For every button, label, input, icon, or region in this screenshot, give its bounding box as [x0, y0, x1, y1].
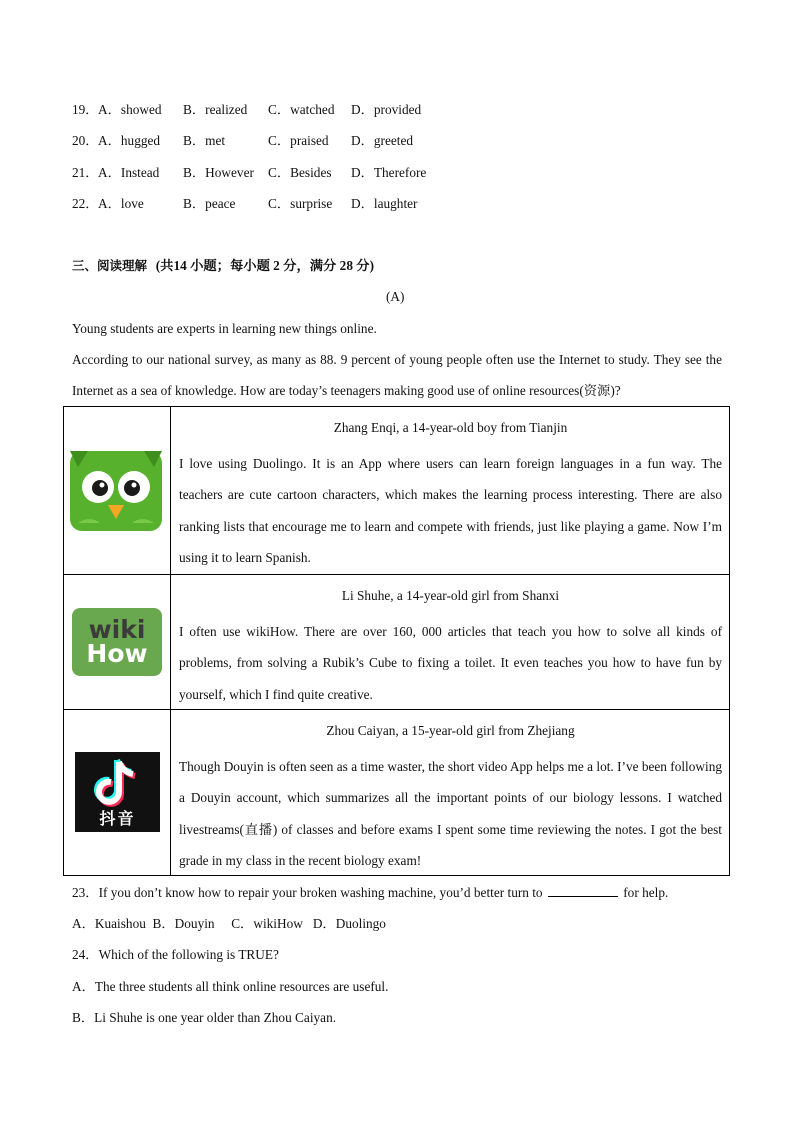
logo-cell — [64, 407, 171, 574]
section-title-cn: 三、阅读理解 — [72, 258, 148, 273]
student-heading: Li Shuhe, a 14-year-old girl from Shanxi — [341, 588, 560, 603]
student-table — [63, 406, 730, 876]
wikihow-logo-text-top: wiki — [88, 615, 146, 644]
passage-paragraph: According to our national survey, as many as 88. 9 percent of young people often use the Internet to study. They see the Internet as a sea of knowledge. How are today’s teenagers making good use of online resources(资源)? — [72, 352, 722, 398]
question-number: 21． — [72, 165, 99, 180]
question-24-stem: 24．Which of the following is TRUE? — [72, 947, 279, 962]
text-cell — [172, 710, 729, 876]
question-23-options: A．Kuaishou B．Douyin C．wikiHow D．Duolingo — [72, 916, 386, 931]
text-cell — [172, 575, 729, 709]
music-note-icon — [75, 756, 160, 812]
option-c: C．Besides — [268, 165, 332, 180]
text-cell — [172, 407, 729, 574]
wikihow-logo-text-bottom: How — [86, 639, 148, 668]
question-number: 19． — [72, 102, 99, 117]
option-d: D．laughter — [351, 196, 418, 211]
duolingo-owl-logo — [70, 451, 162, 531]
douyin-logo-text: 抖音 — [99, 809, 136, 828]
question-23-text: 23．If you don’t know how to repair your broken washing machine, you’d better turn to — [72, 885, 543, 900]
option-c: C．surprise — [268, 196, 333, 211]
option-b: B．realized — [183, 102, 248, 117]
student-description: I often use wikiHow. There are over 160, 000 articles that teach you how to solve all kinds of problems, from solving a Rubik’s Cube to fixing a toilet. It even teaches you how to have fun by yourself, which I find quite creative. — [179, 624, 722, 702]
option-b: B．met — [183, 133, 226, 148]
student-heading: Zhou Caiyan, a 15-year-old girl from Zhejiang — [326, 723, 575, 738]
logo-cell — [64, 575, 171, 709]
question-24-option-a: A．The three students all think online resources are useful. — [72, 979, 389, 994]
option-b: B．peace — [183, 196, 236, 211]
question-24-option-b: B．Li Shuhe is one year older than Zhou Caiyan. — [72, 1010, 337, 1025]
option-d: D．Therefore — [351, 165, 427, 180]
student-description: Though Douyin is often seen as a time waster, the short video App helps me a lot. I’ve been following a Douyin account, which summarizes all the important points of our biology lessons. I watched livestreams(直播) of classes and before exams I spent some time reviewing the notes. I got the best grade in my class in the recent biology exam! — [179, 759, 722, 868]
table-row — [64, 575, 729, 710]
section-title-info: (共14 小题；每小题 2 分，满分 28 分) — [155, 258, 375, 273]
option-a: A．showed — [98, 102, 162, 117]
wikihow-logo — [72, 608, 162, 676]
option-d: D．greeted — [351, 133, 414, 148]
question-23-text-end: for help. — [623, 885, 669, 900]
student-heading: Zhang Enqi, a 14-year-old boy from Tianjin — [333, 420, 568, 435]
passage-intro: Young students are experts in learning new things online. — [72, 321, 377, 336]
douyin-logo — [75, 752, 160, 832]
option-a: A．love — [98, 196, 144, 211]
passage-label: (A) — [386, 289, 405, 304]
question-23-stem — [72, 883, 668, 903]
student-description: I love using Duolingo. It is an App where users can learn foreign languages in a fun way. The teachers are cute cartoon characters, which makes the learning process interesting. There are also ranking lists that encourage me to learn and compete with friends, just like playing a game. Now I’m using it to learn Spanish. — [179, 456, 722, 565]
table-row — [64, 407, 729, 575]
answer-blank — [548, 883, 618, 897]
question-number: 20． — [72, 133, 99, 148]
option-a: A．Instead — [98, 165, 160, 180]
question-number: 22． — [72, 196, 99, 211]
option-c: C．watched — [268, 102, 335, 117]
table-row — [64, 710, 729, 876]
option-d: D．provided — [351, 102, 422, 117]
logo-cell — [64, 710, 171, 876]
option-c: C．praised — [268, 133, 329, 148]
section-heading — [72, 256, 374, 276]
option-a: A．hugged — [98, 133, 161, 148]
option-b: B．However — [183, 165, 254, 180]
